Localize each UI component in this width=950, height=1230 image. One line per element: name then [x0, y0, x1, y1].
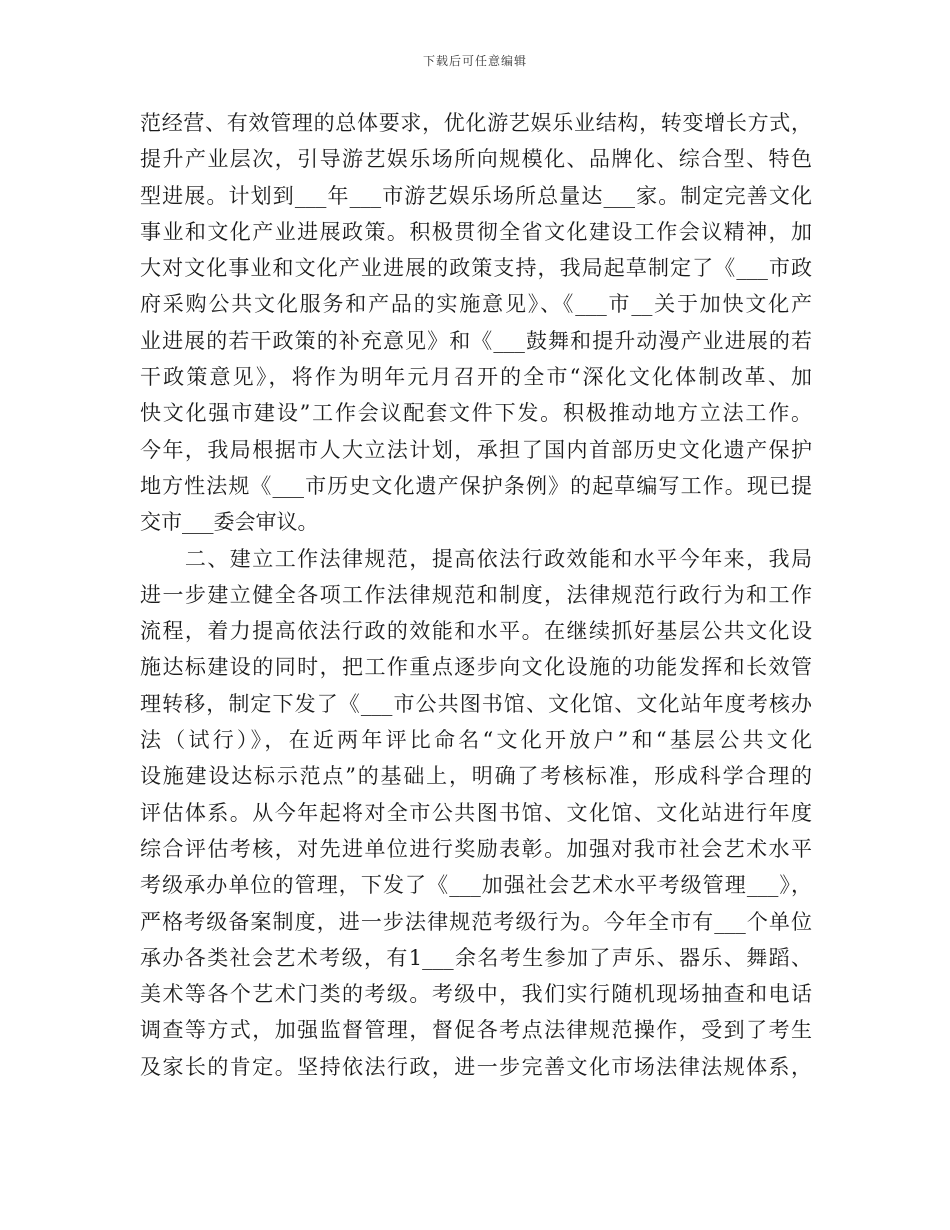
text-line: 进一步建立健全各项工作法律规范和制度，法律规范行政行为和工作 — [140, 582, 812, 607]
text-line: 法（试行）》，在近两年评比命名“文化开放户”和“基层公共文化 — [140, 728, 812, 753]
text-line: 提升产业层次，引导游艺娱乐场所向规模化、品牌化、综合型、特色 — [140, 147, 812, 172]
text-line: 综合评估考核，对先进单位进行奖励表彰。加强对我市社会艺术水平 — [140, 836, 812, 861]
text-line: 施达标建设的同时，把工作重点逐步向文化设施的功能发挥和长效管 — [140, 655, 812, 680]
text-line: 理转移，制定下发了《___市公共图书馆、文化馆、文化站年度考核办 — [140, 691, 812, 716]
text-line: 业进展的若干政策的补充意见》和《___鼓舞和提升动漫产业进展的若 — [140, 328, 812, 353]
text-line: 严格考级备案制度，进一步法律规范考级行为。今年全市有___个单位 — [140, 909, 812, 934]
text-line: 事业和文化产业进展政策。积极贯彻全省文化建设工作会议精神，加 — [140, 219, 812, 244]
text-line: 范经营、有效管理的总体要求，优化游艺娱乐业结构，转变增长方式， — [140, 111, 812, 135]
text-line: 考级承办单位的管理，下发了《___加强社会艺术水平考级管理___》， — [140, 873, 812, 898]
text-line: 调查等方式，加强监督管理，督促各考点法律规范操作，受到了考生 — [140, 1018, 812, 1043]
text-line: 大对文化事业和文化产业进展的政策支持，我局起草制定了《___市政 — [140, 256, 812, 281]
text-line: 府采购公共文化服务和产品的实施意见》、《___市__关于加快文化产 — [140, 292, 812, 317]
text-line: 地方性法规《___市历史文化遗产保护条例》的起草编写工作。现已提 — [140, 473, 812, 498]
text-line: 型进展。计划到___年___市游艺娱乐场所总量达___家。制定完善文化 — [140, 183, 812, 208]
document-body — [140, 105, 812, 1085]
text-line: 快文化强市建设”工作会议配套文件下发。积极推动地方立法工作。 — [140, 401, 812, 426]
text-line: 干政策意见》，将作为明年元月召开的全市“深化文化体制改革、加 — [140, 365, 812, 390]
text-line: 二、建立工作法律规范，提高依法行政效能和水平今年来，我局 — [140, 546, 812, 571]
header-note: 下载后可任意编辑 — [422, 54, 527, 68]
text-line: 设施建设达标示范点”的基础上，明确了考核标准，形成科学合理的 — [140, 764, 812, 789]
text-line: 评估体系。从今年起将对全市公共图书馆、文化馆、文化站进行年度 — [140, 800, 812, 825]
text-line: 今年，我局根据市人大立法计划，承担了国内首部历史文化遗产保护 — [140, 437, 812, 462]
text-line: 交市___委会审议。 — [140, 510, 319, 535]
text-line: 及家长的肯定。坚持依法行政，进一步完善文化市场法律法规体系， — [140, 1054, 812, 1079]
text-line: 流程，着力提高依法行政的效能和水平。在继续抓好基层公共文化设 — [140, 619, 812, 644]
text-line: 美术等各个艺术门类的考级。考级中，我们实行随机现场抽查和电话 — [140, 982, 812, 1007]
text-line: 承办各类社会艺术考级，有1___余名考生参加了声乐、器乐、舞蹈、 — [140, 945, 812, 970]
